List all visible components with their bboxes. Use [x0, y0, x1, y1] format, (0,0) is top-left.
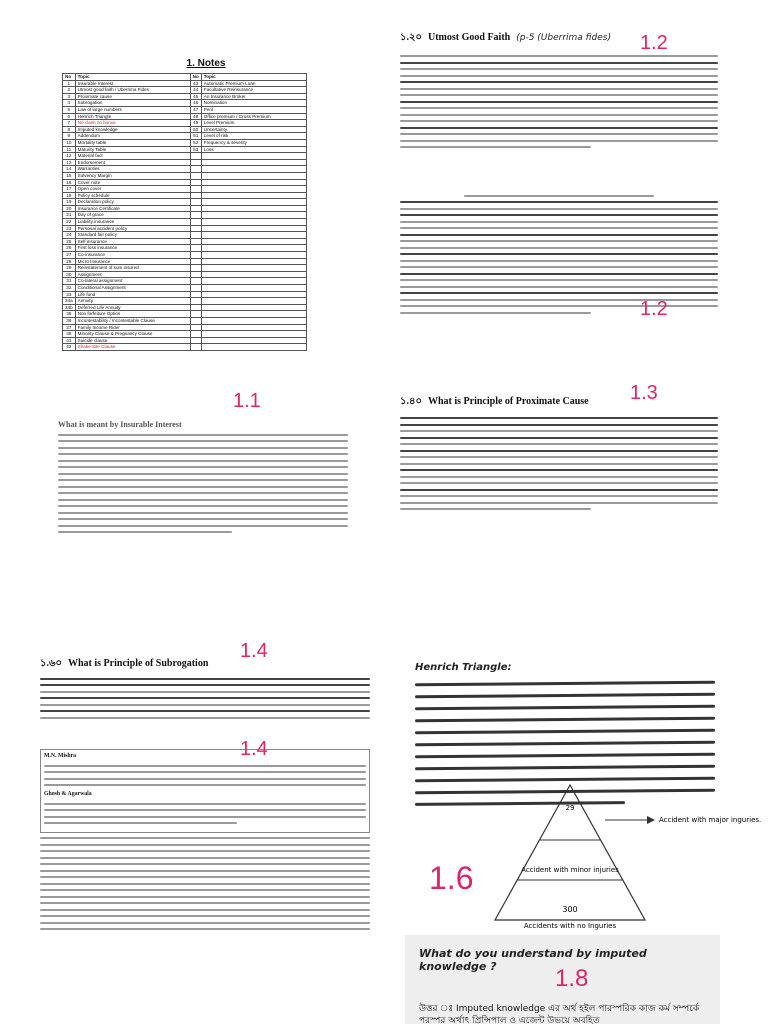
- imputed-knowledge-page: [405, 935, 720, 1024]
- row-topic: [201, 298, 306, 305]
- table-row: [63, 219, 307, 226]
- table-row: [63, 80, 307, 87]
- header-no: No: [63, 74, 76, 81]
- row-topic: [201, 159, 306, 166]
- row-number: 10: [63, 139, 76, 146]
- henrich-triangle-page: [415, 630, 762, 930]
- notes-title: 1. Notes: [186, 58, 226, 69]
- row-topic: [201, 199, 306, 206]
- row-number: [190, 166, 201, 173]
- annotation-mark: 1.2: [640, 32, 668, 54]
- henrich-title: Henrich Triangle:: [415, 662, 512, 673]
- row-number: 1: [63, 80, 76, 87]
- row-topic: Uncertainty: [201, 126, 306, 133]
- row-number: 20: [63, 205, 76, 212]
- table-row: [63, 139, 307, 146]
- header-topic: Topic: [75, 74, 190, 81]
- henrich-triangle-diagram: [415, 780, 762, 930]
- row-topic: Office premium / Gross Premium: [201, 113, 306, 120]
- row-topic: Level Premium: [201, 120, 306, 127]
- row-topic: [201, 258, 306, 265]
- row-topic: Self insurance: [75, 238, 190, 245]
- row-number: 5: [63, 106, 76, 113]
- row-number: [190, 186, 201, 193]
- row-topic: Maturity Table: [75, 146, 190, 153]
- row-topic: Open cover: [75, 186, 190, 193]
- row-topic: [201, 291, 306, 298]
- row-number: 24: [63, 232, 76, 239]
- annotation-mark: 1.4: [240, 640, 268, 662]
- row-topic: Day of grace: [75, 212, 190, 219]
- table-row: [63, 252, 307, 259]
- proximate-heading: What is Principle of Proximate Cause: [427, 396, 589, 407]
- row-number: [190, 159, 201, 166]
- row-number: 16: [63, 179, 76, 186]
- table-row: [63, 106, 307, 113]
- annotation-mark: 1.1: [233, 390, 261, 412]
- row-number: 32: [63, 285, 76, 292]
- body-text: [40, 678, 370, 719]
- row-number: [190, 258, 201, 265]
- row-topic: [201, 219, 306, 226]
- row-topic: Nomination: [201, 100, 306, 107]
- table-row: [63, 298, 307, 305]
- row-topic: Conditional Assignment: [75, 285, 190, 292]
- row-topic: Annuity: [75, 298, 190, 305]
- body-text: [400, 195, 718, 314]
- table-row: [63, 153, 307, 160]
- row-number: [190, 153, 201, 160]
- row-number: 15: [63, 172, 76, 179]
- row-topic: Mortality table: [75, 139, 190, 146]
- row-topic: Declaration policy: [75, 199, 190, 206]
- row-topic: Minority Clause & Pregnancy Clause: [75, 331, 190, 338]
- row-topic: Addendum: [75, 133, 190, 140]
- row-number: 46: [190, 100, 201, 107]
- row-topic: Suicide clause: [75, 337, 190, 344]
- row-topic: Warranties: [75, 166, 190, 173]
- table-row: [63, 186, 307, 193]
- table-row: [63, 317, 307, 324]
- row-number: 31: [63, 278, 76, 285]
- row-topic: Assignment: [75, 271, 190, 278]
- table-row: [63, 172, 307, 179]
- annotation-mark: 1.8: [555, 965, 589, 992]
- row-topic: [201, 252, 306, 259]
- row-topic: Level of risk: [201, 133, 306, 140]
- row-number: 13: [63, 159, 76, 166]
- subrogation-heading: What is Principle of Subrogation: [68, 658, 209, 669]
- row-number: 27: [63, 252, 76, 259]
- row-number: 42: [63, 344, 76, 351]
- row-number: [190, 192, 201, 199]
- row-number: 53: [190, 146, 201, 153]
- row-number: 11: [63, 146, 76, 153]
- row-number: 21: [63, 212, 76, 219]
- row-topic: Henrich Triangle: [75, 113, 190, 120]
- row-number: [190, 265, 201, 272]
- table-row: [63, 192, 307, 199]
- table-row: [63, 212, 307, 219]
- row-topic: Incontestability / Incontestable Clause: [75, 317, 190, 324]
- row-topic: [201, 331, 306, 338]
- table-row: [63, 278, 307, 285]
- table-row: [63, 113, 307, 120]
- row-number: [190, 285, 201, 292]
- row-topic: [201, 337, 306, 344]
- row-topic: Cover note: [75, 179, 190, 186]
- row-number: 29: [63, 265, 76, 272]
- row-number: 51: [190, 133, 201, 140]
- insurable-interest-page: [58, 380, 348, 555]
- table-row: [63, 159, 307, 166]
- row-topic: [201, 278, 306, 285]
- row-topic: [201, 344, 306, 351]
- section-number: ১.৪০: [400, 396, 422, 407]
- row-number: 45: [190, 93, 201, 100]
- notes-table: [62, 73, 307, 351]
- row-number: [190, 331, 201, 338]
- row-topic: [201, 238, 306, 245]
- row-number: 37: [63, 324, 76, 331]
- row-number: [190, 311, 201, 318]
- row-number: [190, 317, 201, 324]
- annotation-mark: 1.2: [640, 298, 668, 320]
- row-topic: [201, 192, 306, 199]
- row-number: [190, 225, 201, 232]
- row-topic: [201, 304, 306, 311]
- row-topic: Deferred Life Annuity: [75, 304, 190, 311]
- table-row: [63, 291, 307, 298]
- table-row: [63, 245, 307, 252]
- row-number: [190, 278, 201, 285]
- row-topic: Shake Site Clause: [75, 344, 190, 351]
- table-row: [63, 232, 307, 239]
- body-text: [58, 434, 348, 534]
- utmost-heading: Utmost Good Faith: [428, 32, 511, 43]
- row-number: 28: [63, 258, 76, 265]
- row-topic: [201, 186, 306, 193]
- row-number: 22: [63, 219, 76, 226]
- table-row: [63, 179, 307, 186]
- row-topic: [201, 179, 306, 186]
- row-number: 36: [63, 317, 76, 324]
- row-topic: Peril: [201, 106, 306, 113]
- row-number: [190, 179, 201, 186]
- subrogation-page: [40, 630, 370, 1024]
- row-number: 34a: [63, 298, 76, 305]
- row-number: [190, 199, 201, 206]
- row-number: [190, 324, 201, 331]
- row-topic: Law of large numbers: [75, 106, 190, 113]
- body-text-2: [40, 837, 370, 930]
- table-row: [63, 337, 307, 344]
- table-row: [63, 238, 307, 245]
- row-topic: [201, 166, 306, 173]
- row-number: 30: [63, 271, 76, 278]
- row-number: 49: [190, 120, 201, 127]
- row-topic: Insurance Certificate: [75, 205, 190, 212]
- row-number: [190, 291, 201, 298]
- row-topic: [201, 265, 306, 272]
- row-number: 9: [63, 133, 76, 140]
- row-topic: [201, 271, 306, 278]
- row-number: [190, 245, 201, 252]
- row-number: [190, 304, 201, 311]
- row-number: 25: [63, 238, 76, 245]
- annotation-mark: 1.3: [630, 382, 658, 404]
- top-value: 29: [565, 804, 575, 812]
- row-topic: Standard fair policy: [75, 232, 190, 239]
- insurable-heading: What is meant by Insurable Interest: [58, 420, 182, 429]
- row-topic: Co-insurance: [75, 252, 190, 259]
- row-topic: [201, 232, 306, 239]
- section-number: ১.২০: [400, 32, 422, 43]
- row-topic: Frequency & severity: [201, 139, 306, 146]
- body-text: [400, 417, 718, 510]
- row-topic: [201, 153, 306, 160]
- notes-table-body: [63, 80, 307, 350]
- row-topic: [201, 205, 306, 212]
- row-topic: Material fact: [75, 153, 190, 160]
- table-row: [63, 331, 307, 338]
- row-topic: Liability insurance: [75, 219, 190, 226]
- table-row: [63, 199, 307, 206]
- body-text: [400, 55, 718, 148]
- row-topic: Imputed knowledge: [75, 126, 190, 133]
- row-topic: Subrogation: [75, 100, 190, 107]
- row-number: [190, 298, 201, 305]
- table-row: [63, 285, 307, 292]
- row-number: 3: [63, 93, 76, 100]
- row-number: 26: [63, 245, 76, 252]
- row-number: 7: [63, 120, 76, 127]
- row-topic: No claim no bonus: [75, 120, 190, 127]
- row-number: 17: [63, 186, 76, 193]
- row-topic: Reinstatement of sum insured: [75, 265, 190, 272]
- imputed-answer: উত্তর ঃ Imputed knowledge এর অর্থ হইল পারস্পরিক কাজ কর্ম সম্পর্কে পরস্পর অর্থাৎ প্রিন্সিপাল ও এজেন্ট উভয়ে অবহিত: [419, 1004, 700, 1026]
- table-row: [63, 93, 307, 100]
- table-row: [63, 271, 307, 278]
- row-topic: Automatic Premium Loan: [201, 80, 306, 87]
- row-topic: Co-lateral assignment: [75, 278, 190, 285]
- quote-box: [40, 749, 370, 833]
- row-number: [190, 172, 201, 179]
- row-topic: [201, 311, 306, 318]
- row-topic: [201, 324, 306, 331]
- annotation-mark-2: 1.4: [240, 738, 268, 760]
- table-row: [63, 311, 307, 318]
- section-number: ১.৬০: [40, 658, 62, 669]
- table-row: [63, 258, 307, 265]
- table-row: [63, 126, 307, 133]
- table-row: [63, 265, 307, 272]
- table-row: [63, 87, 307, 94]
- header-topic-2: Topic: [201, 74, 306, 81]
- table-row: [63, 344, 307, 351]
- row-number: 48: [190, 113, 201, 120]
- row-number: 8: [63, 126, 76, 133]
- table-row: [63, 166, 307, 173]
- notes-panel: [62, 58, 350, 358]
- row-topic: An Insurance Broker: [201, 93, 306, 100]
- mid-label: Accident with minor injuries: [521, 866, 619, 874]
- quote-author-2: Ghosh & Agarwala: [44, 790, 92, 797]
- row-number: 2: [63, 87, 76, 94]
- row-number: [190, 344, 201, 351]
- handwritten-note: (p-5 (Uberrima fides): [516, 33, 611, 43]
- row-number: [190, 337, 201, 344]
- row-topic: Facultative Reinsurance: [201, 87, 306, 94]
- table-row: [63, 225, 307, 232]
- row-topic: Micro Insurance: [75, 258, 190, 265]
- row-number: 50: [190, 126, 201, 133]
- row-topic: [201, 172, 306, 179]
- row-number: 52: [190, 139, 201, 146]
- table-row: [63, 100, 307, 107]
- row-topic: Policy schedule: [75, 192, 190, 199]
- row-topic: Non forfeiture Option: [75, 311, 190, 318]
- header-no-2: No: [190, 74, 201, 81]
- row-topic: [201, 225, 306, 232]
- side-label: Accident with major inguries.: [659, 816, 762, 824]
- row-number: [190, 205, 201, 212]
- row-number: [190, 271, 201, 278]
- row-topic: Insurable Interest: [75, 80, 190, 87]
- row-number: 12: [63, 153, 76, 160]
- row-number: 41: [63, 337, 76, 344]
- row-number: [190, 252, 201, 259]
- quote-author-1: M.N. Mishra: [44, 752, 77, 759]
- row-topic: Solvency Margin: [75, 172, 190, 179]
- row-number: 19: [63, 199, 76, 206]
- table-row: [63, 304, 307, 311]
- table-row: [63, 324, 307, 331]
- row-topic: [201, 285, 306, 292]
- table-row: [63, 120, 307, 127]
- row-number: [190, 219, 201, 226]
- row-number: 4: [63, 100, 76, 107]
- row-number: 6: [63, 113, 76, 120]
- row-topic: Proximate cause: [75, 93, 190, 100]
- row-number: 38: [63, 331, 76, 338]
- row-topic: First loss insurance: [75, 245, 190, 252]
- row-number: 47: [190, 106, 201, 113]
- imputed-question: What do you understand by imputed knowledge ?: [419, 947, 647, 973]
- bottom-label: Accidents with no Inguries: [523, 922, 617, 930]
- mid-value: 300: [562, 905, 578, 914]
- table-header-row: [63, 74, 307, 81]
- example-page: [400, 190, 718, 390]
- row-number: [190, 238, 201, 245]
- proximate-cause-page: [400, 382, 718, 555]
- table-row: [63, 133, 307, 140]
- annotation-mark: 1.6: [429, 860, 474, 896]
- table-row: [63, 146, 307, 153]
- row-number: 44: [190, 87, 201, 94]
- row-number: 18: [63, 192, 76, 199]
- table-row: [63, 205, 307, 212]
- row-topic: Life fund: [75, 291, 190, 298]
- row-topic: [201, 212, 306, 219]
- row-number: 14: [63, 166, 76, 173]
- row-topic: Endorsement: [75, 159, 190, 166]
- row-number: 35: [63, 311, 76, 318]
- row-topic: Loss: [201, 146, 306, 153]
- row-number: 33: [63, 291, 76, 298]
- row-topic: [201, 317, 306, 324]
- row-topic: [201, 245, 306, 252]
- row-topic: Personal accident policy: [75, 225, 190, 232]
- row-number: [190, 232, 201, 239]
- row-number: 43: [190, 80, 201, 87]
- row-topic: Utmost good faith / Uberrima Fides: [75, 87, 190, 94]
- row-number: [190, 212, 201, 219]
- row-number: 23: [63, 225, 76, 232]
- row-number: 34b: [63, 304, 76, 311]
- row-topic: Family Income Rider: [75, 324, 190, 331]
